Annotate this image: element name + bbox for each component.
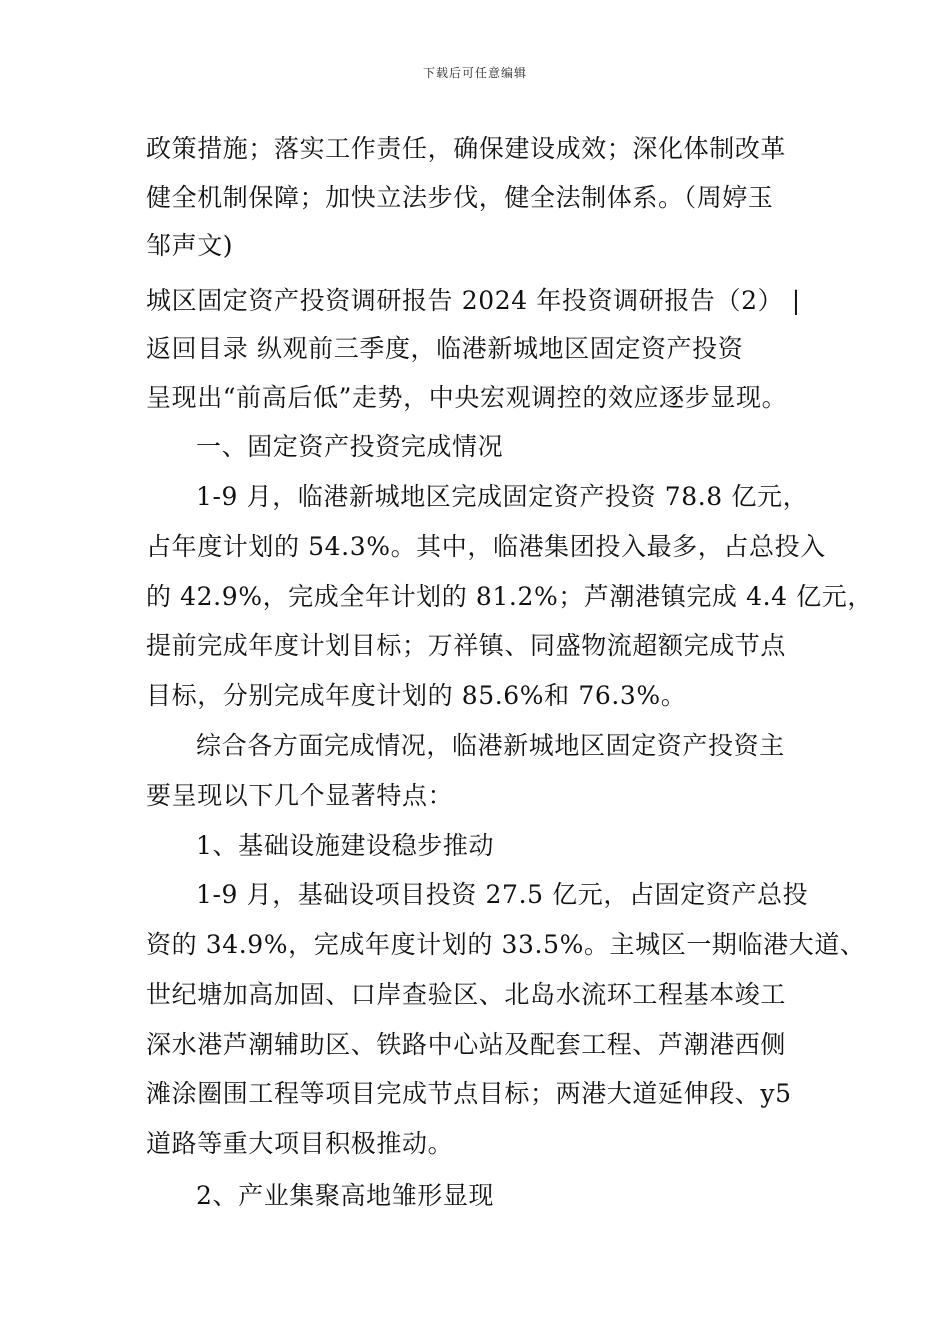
text-line: 占年度计划的 54.3%。其中，临港集团投入最多，占总投入	[146, 532, 826, 561]
text-line: 目标，分别完成年度计划的 85.6%和 76.3%。	[146, 681, 687, 710]
text-line: 世纪塘加高加固、口岸查验区、北岛水流环工程基本竣工	[146, 980, 787, 1009]
text-line: 邹声文)	[146, 231, 234, 260]
text-line: 返回目录 纵观前三季度，临港新城地区固定资产投资	[146, 334, 744, 363]
text-line: 1-9 月，基础设项目投资 27.5 亿元，占固定资产总投	[196, 880, 809, 909]
text-line: 1-9 月，临港新城地区完成固定资产投资 78.8 亿元，	[196, 482, 809, 511]
page-header-note: 下载后可任意编辑	[422, 66, 527, 80]
text-line: 要呈现以下几个显著特点：	[146, 781, 454, 810]
text-line: 的 42.9%，完成全年计划的 81.2%；芦潮港镇完成 4.4 亿元，	[146, 582, 873, 611]
text-line: 城区固定资产投资调研报告 2024 年投资调研报告（2） |	[146, 286, 801, 315]
section-heading: 一、固定资产投资完成情况	[196, 432, 504, 461]
text-line: 综合各方面完成情况，临港新城地区固定资产投资主	[196, 731, 785, 760]
text-line: 政策措施；落实工作责任，确保建设成效；深化体制改革	[146, 134, 787, 163]
text-line: 呈现出“前高后低”走势，中央宏观调控的效应逐步显现。	[146, 383, 788, 412]
subsection-heading: 2、产业集聚高地雏形显现	[196, 1181, 495, 1210]
subsection-heading: 1、基础设施建设稳步推动	[196, 831, 495, 860]
text-line: 滩涂圈围工程等项目完成节点目标；两港大道延伸段、y5	[146, 1079, 792, 1108]
text-line: 深水港芦潮辅助区、铁路中心站及配套工程、芦潮港西侧	[146, 1030, 787, 1059]
text-line: 提前完成年度计划目标；万祥镇、同盛物流超额完成节点	[146, 631, 787, 660]
text-line: 道路等重大项目积极推动。	[146, 1129, 454, 1158]
text-line: 资的 34.9%，完成年度计划的 33.5%。主城区一期临港大道、	[146, 930, 866, 959]
text-line: 健全机制保障；加快立法步伐，健全法制体系。（周婷玉	[146, 183, 774, 212]
